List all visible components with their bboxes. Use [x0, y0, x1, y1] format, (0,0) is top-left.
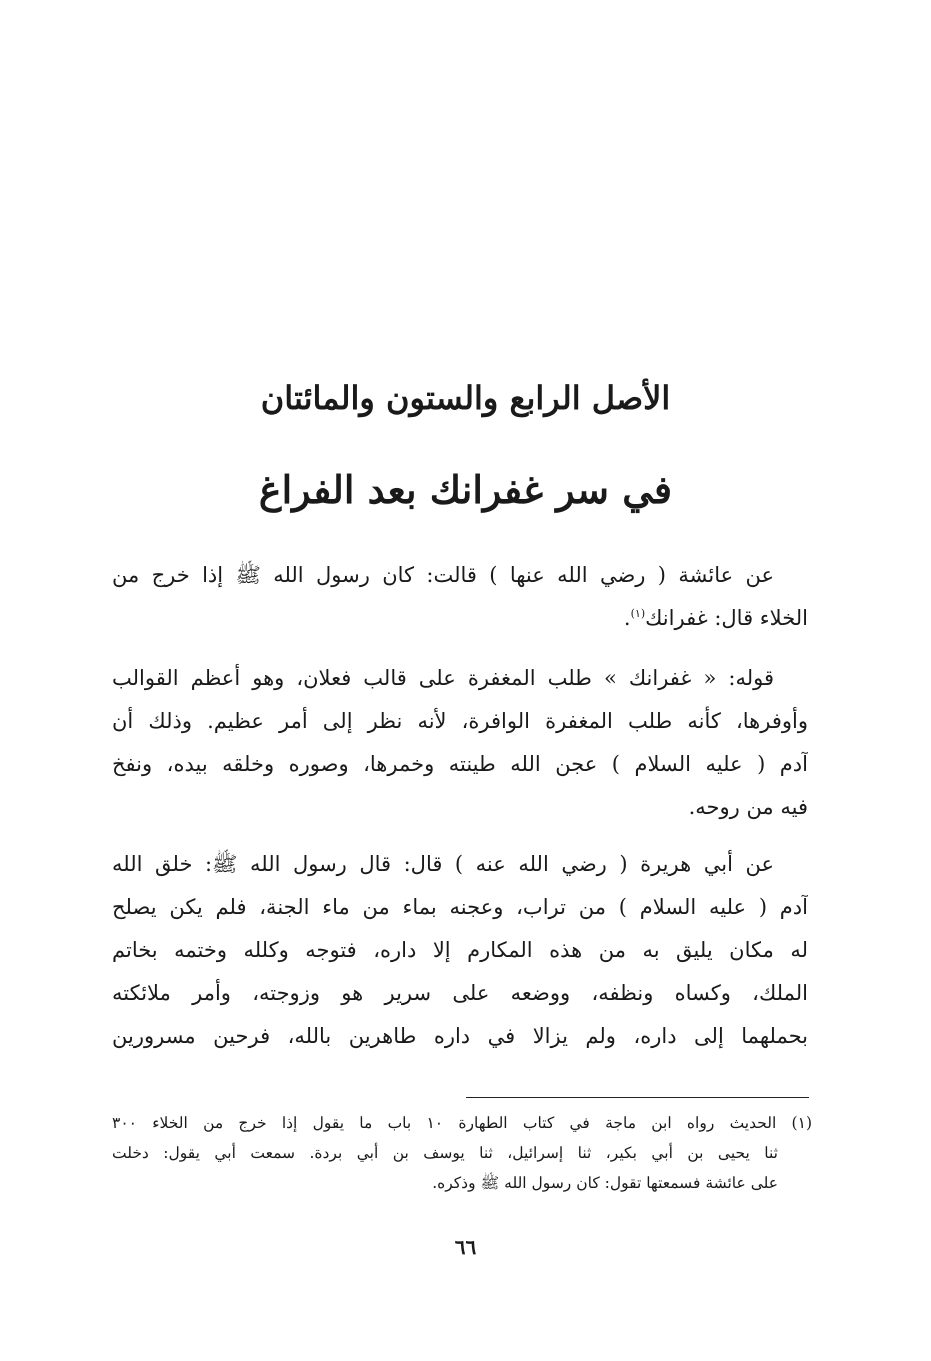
paragraph-commentary	[112, 657, 808, 829]
chapter-subheading: في سر غفرانك بعد الفراغ	[258, 467, 673, 512]
footnotes-section	[112, 1108, 812, 1198]
paragraph-line	[112, 597, 808, 640]
chapter-heading: الأصل الرابع والستون والمائتان	[260, 379, 671, 417]
footnote-reference[interactable]: (١)	[630, 607, 646, 620]
paragraph-line: الملك، وكساه ونظفه، ووضعه على سرير هو وزوجته، وأمر ملائكته	[112, 981, 808, 1005]
footnote-line: (١) الحديث رواه ابن ماجة في كتاب الطهارة ١٠ باب ما يقول إذا خرج من الخلاء ٣٠٠	[112, 1114, 812, 1132]
sentence-end-mark: .	[623, 606, 631, 630]
footnote-line: ثنا يحيى بن أبي بكير، ثنا إسرائيل، ثنا يوسف بن أبي بردة. سمعت أبي يقول: دخلت	[112, 1144, 778, 1162]
paragraph-line: آدم ( عليه السلام ) من تراب، وعجنه بماء من ماء الجنة، فلم يكن يصلح	[112, 895, 808, 919]
paragraph-line: عن عائشة ( رضي الله عنها ) قالت: كان رسول الله ﷺ إذا خرج من	[112, 563, 774, 587]
paragraph-line: فيه من روحه.	[688, 795, 808, 819]
page-number: ٦٦	[454, 1235, 477, 1259]
paragraph-line: وأوفرها، كأنه طلب المغفرة الوافرة، لأنه نظر إلى أمر عظيم. وذلك أن	[112, 709, 808, 733]
paragraph-aisha-hadith	[112, 554, 808, 640]
paragraph-abu-hurayra-hadith	[112, 843, 808, 1058]
paragraph-line: بحملهما إلى داره، ولم يزالا في داره طاهرين بالله، فرحين مسرورين	[112, 1024, 808, 1048]
footnote-divider	[466, 1097, 809, 1098]
footnote-line: على عائشة فسمعتها تقول: كان رسول الله ﷺ وذكره.	[432, 1174, 778, 1192]
paragraph-line: قوله: « غفرانك » طلب المغفرة على قالب فعلان، وهو أعظم القوالب	[112, 666, 774, 690]
paragraph-line: آدم ( عليه السلام ) عجن الله طينته وخمرها، وصوره وخلقه بيده، ونفخ	[112, 752, 808, 776]
paragraph-line: له مكان يليق به من هذه المكارم إلا داره، فتوجه وكلله وختمه بخاتم	[112, 938, 808, 962]
paragraph-line-text: الخلاء قال: غفرانك	[645, 606, 808, 630]
paragraph-line: عن أبي هريرة ( رضي الله عنه ) قال: قال رسول الله ﷺ: خلق الله	[112, 852, 774, 876]
